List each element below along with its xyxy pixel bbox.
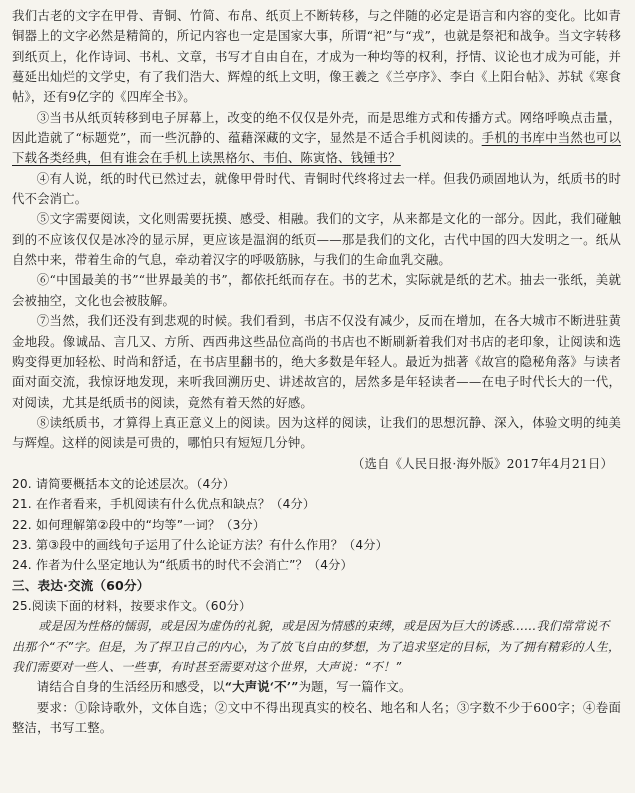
essay-prompt: 25.阅读下面的材料，按要求作文。（60分） <box>12 598 252 613</box>
question-23: 23. 第③段中的画线句子运用了什么论证方法？有什么作用？（4分） <box>12 537 388 552</box>
essay-title: “大声说‘不’” <box>224 679 299 695</box>
question-24: 24. 作者为什么坚定地认为“纸质书的时代不会消亡”？（4分） <box>12 558 353 573</box>
passage-paragraph-8: ⑧读纸质书，才算得上真正意义上的阅读。因为这样的阅读，让我们的思想沉静、深入，体验文明的纯美与辉煌。这样的阅读是可贵的，哪怕只有短短几分钟。 <box>12 414 621 451</box>
passage-paragraph-3 <box>12 108 621 169</box>
passage-paragraph-2-tail: 我们古老的文字在甲骨、青铜、竹简、布帛、纸页上不断转移，与之伴随的必定是语言和内容的变化。比如青铜器上的文字必然是精简的，所记内容也一定是国家大事，所谓“祀”与“戎”，也就是祭祀和战争。当文字转移到纸页上，化作诗词、书札、文章，书写才自由自在，才成为一种均等的权利，抒情、议论也才成为可能，并蔓延出灿烂的文学史，有了我们浩大、辉煌的纸上文明，像王羲之《兰亭序》、李白《上阳台帖》、苏轼《寒食帖》，还有9亿字的《四库全书》。 <box>12 8 621 105</box>
passage-source: （选自《人民日报·海外版》2017年4月21日） <box>352 455 613 471</box>
essay-requirements: 要求：①除诗歌外，文体自选；②文中不得出现真实的校名、地名和人名；③字数不少于600字；④卷面整洁，书写工整。 <box>12 699 621 736</box>
underlined-sentence: 手机的书库中当然也可以下载各类经典，但有谁会在手机上读黑格尔、韦伯、陈寅恪、钱锺书？ <box>12 130 621 166</box>
instruction-post: 为题，写一篇作文。 <box>298 679 412 695</box>
question-20: 20. 请简要概括本文的论述层次。（4分） <box>12 476 236 491</box>
question-22: 22. 如何理解第②段中的“均等”一词？（3分） <box>12 517 266 532</box>
passage-paragraph-5: ⑤文字需要阅读，文化则需要抚摸、感受、相融。我们的文字，从来都是文化的一部分。因此，我们碰触到的不应该仅仅是冰冷的显示屏，更应该是温润的纸页——那是我们的文化，古代中国的四大发明之一。纸从自然中来，带着生命的气息，牵动着汉字的呼吸筋脉，与我们的生命血乳交融。 <box>12 211 621 268</box>
instruction-pre: 请结合自身的生活经历和感受，以 <box>36 679 225 695</box>
section-heading: 三、表达·交流（60分） <box>12 577 150 593</box>
passage-paragraph-4: ④有人说，纸的时代已然过去，就像甲骨时代、青铜时代终将过去一样。但我仍顽固地认为，纸质书的时代不会消亡。 <box>12 170 621 207</box>
essay-material: 或是因为性格的懦弱，或是因为虚伪的礼貌，或是因为情感的束缚，或是因为巨大的诱惑……我们常常说不出那个“不”字。但是，为了捍卫自己的内心，为了放飞自由的梦想，为了追求坚定的目标，为了拥有精彩的人生，我们需要对一些人、一些事，有时甚至需要对这个世界，大声说：“不！” <box>12 619 621 674</box>
passage-paragraph-7: ⑦当然，我们还没有到悲观的时候。我们看到，书店不仅没有减少，反而在增加，在各大城市不断进驻黄金地段。像诚品、言几又、方所、西西弗这些品位高尚的书店也不断刷新着我们对书店的老印象，让阅读和选购变得更加轻松、时尚和舒适，在书店里翻书的，绝大多数是年轻人。最近为拙著《故宫的隐秘角落》与读者面对面交流，我惊讶地发现，来听我回溯历史、讲述故宫的，居然多是年轻读者——在电子时代长大的一代，对阅读，尤其是纸质书的阅读，竟然有着天然的好感。 <box>12 313 621 410</box>
essay-instruction <box>12 677 621 697</box>
question-21: 21. 在作者看来，手机阅读有什么优点和缺点？（4分） <box>12 497 316 512</box>
paragraph-3-text: ③当书从纸页转移到电子屏幕上，改变的绝不仅仅是外壳，而是思维方式和传播方式。网络呼唤点击量，因此造就了“标题党”，而一些沉静的、蕴藉深藏的文字，显然是不适合手机阅读的。 <box>12 109 621 146</box>
passage-paragraph-6: ⑥“中国最美的书”“世界最美的书”，都依托纸而存在。书的艺术，实际就是纸的艺术。抽去一张纸，美就会被抽空，文化也会被肢解。 <box>12 272 621 308</box>
